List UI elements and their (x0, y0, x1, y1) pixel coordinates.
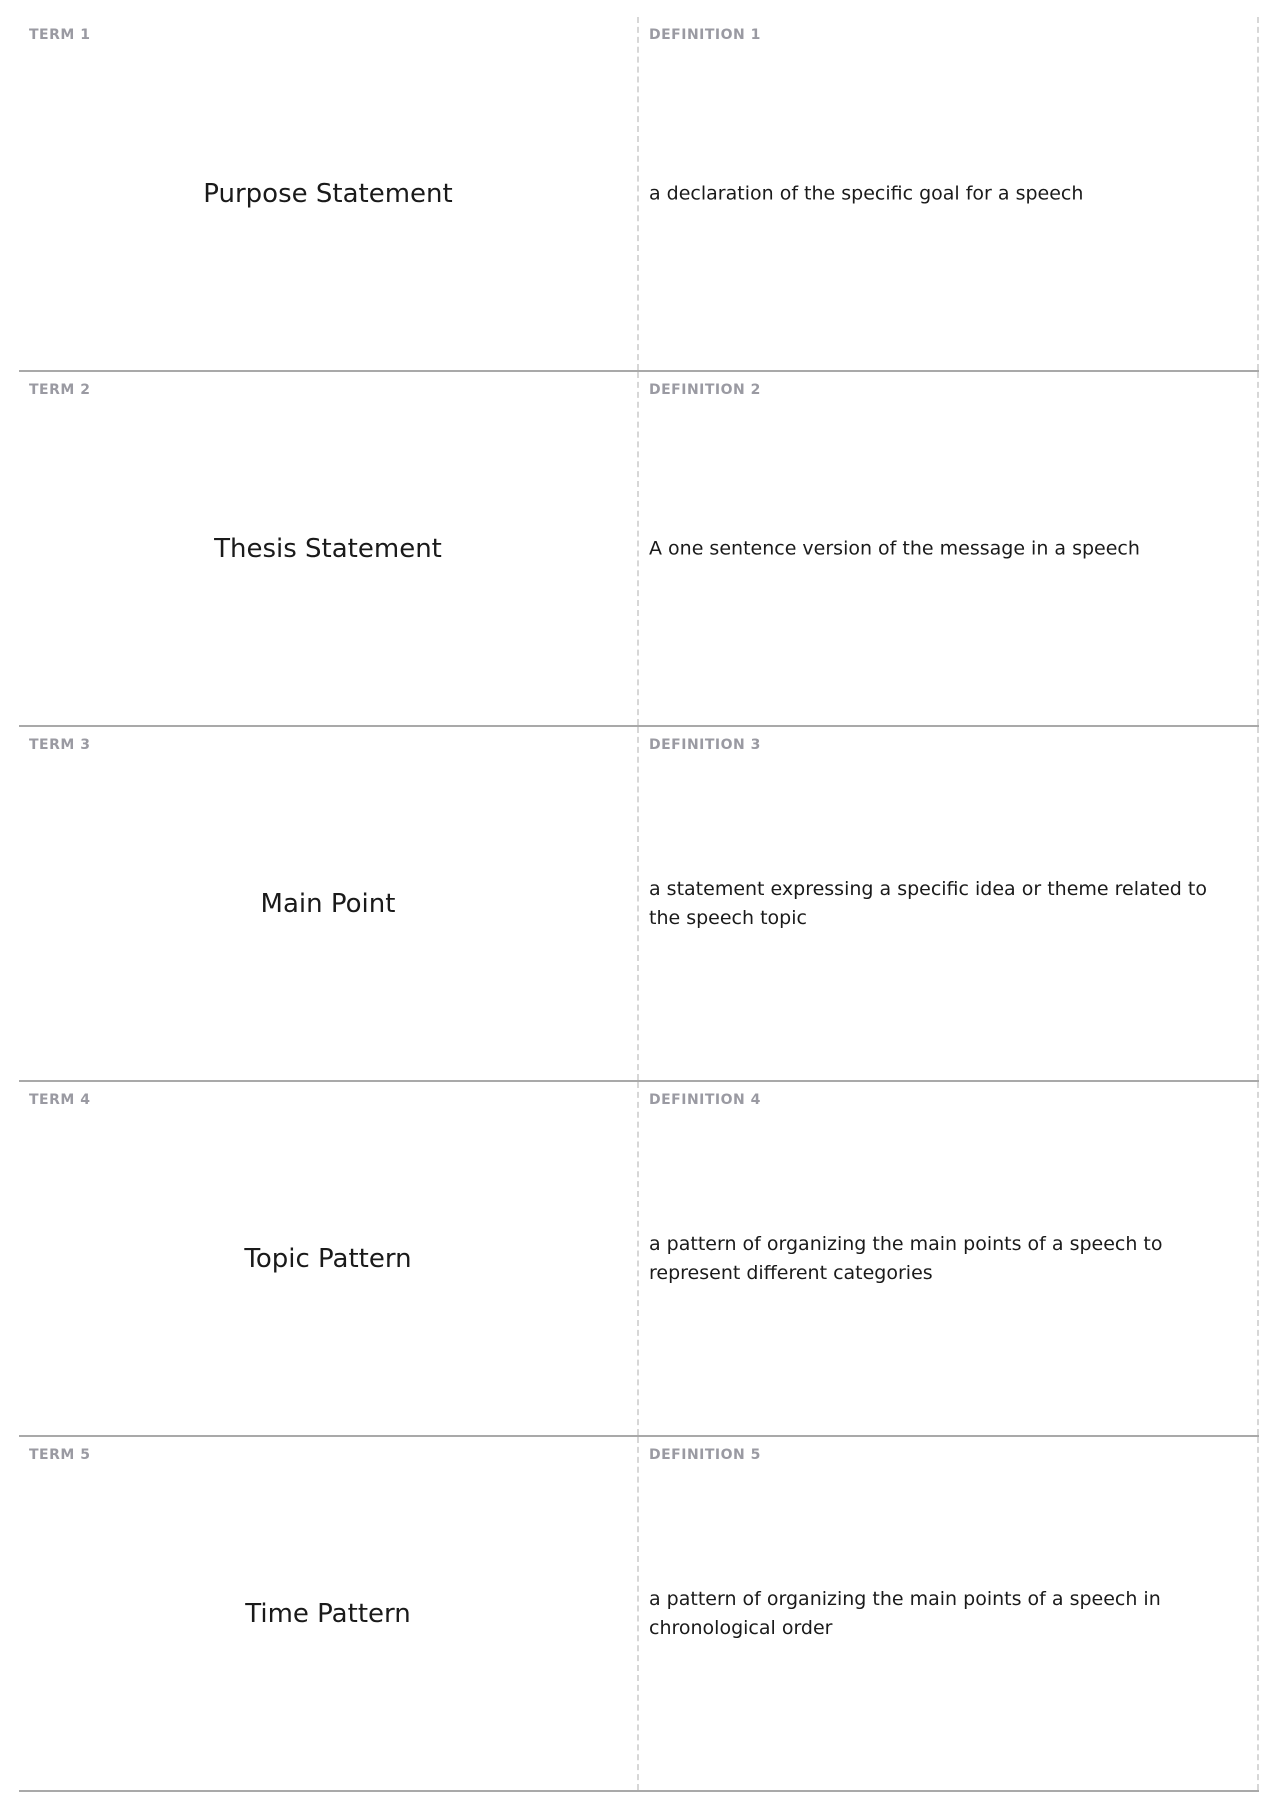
flashcard-row (19, 372, 1259, 727)
term-number-label: TERM 3 (29, 737, 91, 753)
definition-number-label: DEFINITION 1 (649, 27, 761, 43)
definition-text: a declaration of the specific goal for a speech (649, 182, 1084, 204)
term-card (19, 1437, 639, 1790)
flashcard-row (19, 17, 1259, 372)
definition-card (639, 17, 1259, 370)
term-text: Purpose Statement (203, 178, 453, 209)
term-number-label: TERM 4 (29, 1092, 91, 1108)
flashcard-sheet (19, 17, 1259, 1792)
definition-card (639, 372, 1259, 725)
term-card (19, 727, 639, 1080)
definition-card (639, 1437, 1259, 1790)
term-text: Main Point (260, 888, 396, 919)
definition-number-label: DEFINITION 2 (649, 382, 761, 398)
term-number-label: TERM 5 (29, 1447, 91, 1463)
definition-card (639, 727, 1259, 1080)
term-number-label: TERM 1 (29, 27, 91, 43)
definition-text: A one sentence version of the message in a speech (649, 537, 1140, 559)
definition-number-label: DEFINITION 3 (649, 737, 761, 753)
flashcard-row (19, 1082, 1259, 1437)
term-card (19, 17, 639, 370)
term-text: Time Pattern (245, 1598, 411, 1629)
definition-text: a pattern of organizing the main points of a speech in chronological order (649, 1587, 1161, 1639)
term-text: Topic Pattern (244, 1243, 412, 1274)
definition-text: a pattern of organizing the main points of a speech to represent different categories (649, 1232, 1163, 1284)
definition-text: a statement expressing a specific idea or theme related to the speech topic (649, 877, 1207, 929)
term-card (19, 1082, 639, 1435)
definition-number-label: DEFINITION 5 (649, 1447, 761, 1463)
term-card (19, 372, 639, 725)
flashcard-row (19, 1437, 1259, 1792)
term-number-label: TERM 2 (29, 382, 91, 398)
definition-number-label: DEFINITION 4 (649, 1092, 761, 1108)
term-text: Thesis Statement (214, 533, 442, 564)
flashcard-row (19, 727, 1259, 1082)
definition-card (639, 1082, 1259, 1435)
